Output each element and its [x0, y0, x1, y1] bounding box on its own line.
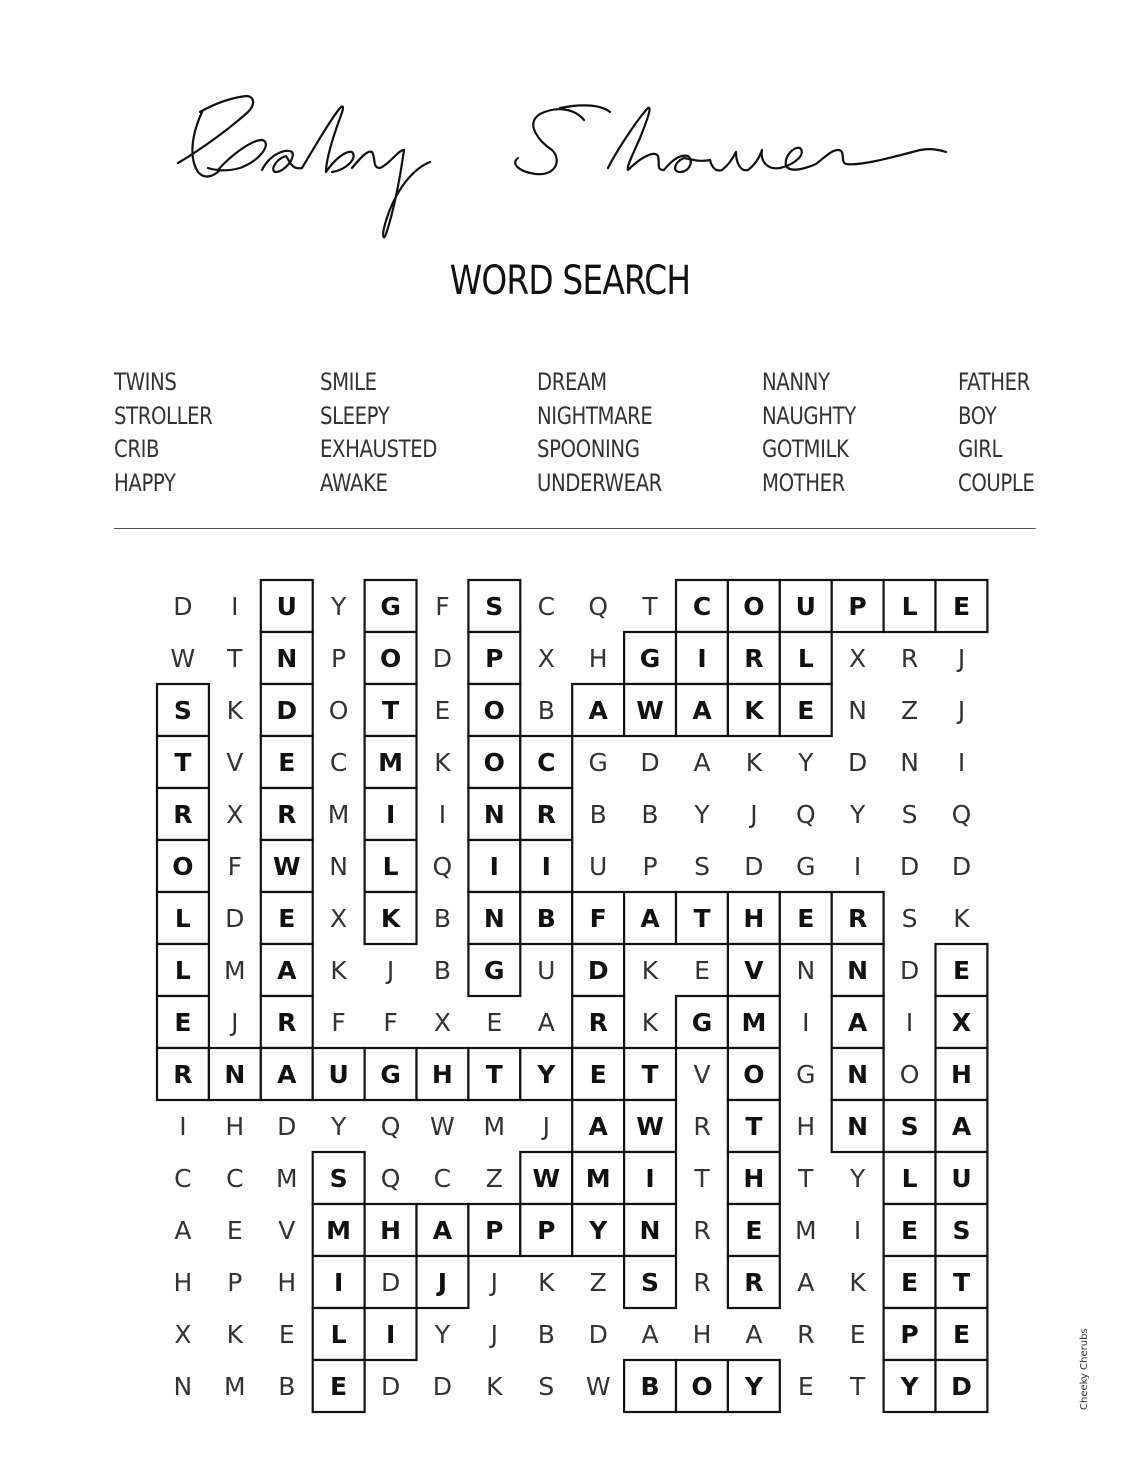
grid-letter: M	[276, 1164, 298, 1193]
grid-letter: V	[278, 1216, 296, 1245]
grid-letter-found: R	[536, 800, 556, 829]
grid-letter-found: N	[276, 644, 298, 673]
grid-letter: C	[433, 1164, 452, 1193]
grid-letter-found: E	[901, 1268, 919, 1297]
grid-letter: Q	[432, 852, 453, 881]
grid-letter: T	[798, 1164, 814, 1193]
grid-letter: X	[174, 1320, 192, 1349]
grid-letter-found: T	[382, 696, 400, 725]
grid-letter-found: J	[437, 1268, 448, 1297]
grid-letter-found: E	[797, 696, 815, 725]
grid-letter-found: C	[692, 592, 712, 621]
grid-letter: H	[796, 1112, 816, 1141]
word-list-item: CRIB	[114, 435, 160, 463]
grid-letter-found: U	[795, 592, 816, 621]
word-list-item: DREAM	[537, 368, 607, 396]
grid-letter: Y	[798, 748, 814, 777]
grid-letter: Q	[380, 1164, 401, 1193]
word-list-item: NAUGHTY	[762, 401, 856, 430]
grid-letter-found: Y	[900, 1372, 919, 1401]
grid-letter-found: V	[744, 956, 764, 985]
grid-letter-found: R	[277, 800, 297, 829]
grid-letter: N	[900, 748, 919, 777]
grid-letter-found: E	[174, 1008, 192, 1037]
grid-letter-found: H	[951, 1060, 972, 1089]
grid-letter: E	[486, 1008, 503, 1037]
grid-letter-found: O	[483, 748, 505, 777]
grid-letter: P	[227, 1268, 243, 1297]
grid-letter-found: X	[951, 1008, 972, 1037]
word-list-item: MOTHER	[762, 468, 845, 497]
credit-text: Cheeky Cherubs	[1079, 1328, 1090, 1410]
grid-letter: N	[173, 1372, 193, 1401]
grid-letter: K	[745, 748, 763, 777]
grid-letter: P	[331, 644, 347, 673]
grid-letter-found: P	[537, 1216, 556, 1245]
grid-letter-found: O	[379, 644, 402, 673]
grid-letter-found: K	[380, 904, 401, 933]
grid-letter: I	[905, 1008, 914, 1037]
grid-letter-found: L	[901, 1164, 918, 1193]
grid-letter-found: S	[640, 1268, 660, 1297]
grid-letter-found: U	[328, 1060, 349, 1089]
grid-letter-found: R	[588, 1008, 608, 1037]
grid-letter-found: L	[330, 1320, 347, 1349]
grid-letter-found: G	[484, 956, 505, 985]
grid-letter-found: F	[589, 904, 607, 933]
grid-letter-found: S	[485, 592, 504, 621]
grid-letter: R	[693, 1268, 711, 1297]
grid-letter-found: L	[174, 904, 191, 933]
grid-letter: R	[797, 1320, 815, 1349]
grid-letter-found: O	[483, 696, 505, 725]
grid-letter: H	[588, 644, 608, 673]
word-list-item: HAPPY	[114, 468, 176, 497]
grid-letter-found: E	[589, 1060, 607, 1089]
grid-letter-found: I	[385, 1320, 396, 1349]
grid-letter-found: O	[172, 852, 194, 881]
grid-letter: B	[433, 956, 451, 985]
grid-letter-found: O	[691, 1372, 713, 1401]
grid-letter: W	[430, 1112, 455, 1141]
grid-letter: U	[589, 852, 608, 881]
grid-letter: G	[588, 748, 608, 777]
grid-letter-found: W	[636, 1112, 664, 1141]
grid-letter: K	[434, 748, 451, 777]
grid-letter: Q	[951, 800, 972, 829]
grid-letter: V	[226, 748, 244, 777]
grid-letter: K	[226, 696, 244, 725]
word-list-item: TWINS	[114, 368, 177, 396]
grid-letter-found: E	[901, 1216, 919, 1245]
grid-letter: Y	[434, 1320, 451, 1349]
grid-letter: D	[640, 748, 660, 777]
grid-letter: E	[278, 1320, 295, 1349]
grid-letter: Z	[901, 696, 919, 725]
word-list-item: SLEEPY	[320, 401, 390, 430]
grid-letter: T	[694, 1164, 710, 1193]
grid-letter: W	[170, 644, 196, 673]
grid-letter: M	[327, 800, 350, 829]
grid-letter-found: I	[645, 1164, 655, 1193]
grid-letter-found: L	[382, 852, 399, 881]
grid-letter-found: M	[741, 1008, 767, 1037]
grid-letter: Q	[380, 1112, 401, 1141]
grid-letter-found: U	[276, 592, 297, 621]
grid-letter: J	[490, 1320, 498, 1349]
grid-letter-found: L	[901, 592, 918, 621]
grid-letter: A	[797, 1268, 815, 1297]
grid-letter: Q	[795, 800, 816, 829]
word-list-item: NANNY	[762, 368, 830, 396]
grid-letter-found: G	[380, 592, 401, 621]
subtitle: WORD SEARCH	[449, 258, 691, 304]
grid-letter: X	[537, 644, 555, 673]
grid-letter: C	[537, 592, 556, 621]
grid-letter: Q	[588, 592, 609, 621]
word-list-item: GIRL	[958, 435, 1003, 463]
grid-letter: A	[745, 1320, 763, 1349]
grid-letter-found: N	[847, 1060, 869, 1089]
word-list-item: AWAKE	[320, 468, 388, 497]
grid-letter: D	[380, 1268, 401, 1297]
grid-letter-found: P	[485, 644, 504, 673]
grid-letter-found: T	[745, 1112, 763, 1141]
grid-letter: Z	[485, 1164, 503, 1193]
word-list-item: COUPLE	[958, 468, 1035, 497]
grid-letter: J	[957, 696, 966, 725]
grid-letter: M	[224, 1372, 246, 1401]
grid-letter: D	[173, 592, 193, 621]
grid-letter-found: R	[277, 1008, 297, 1037]
grid-letter-found: L	[174, 956, 191, 985]
grid-letter: D	[847, 748, 868, 777]
grid-letter-found: N	[483, 904, 505, 933]
grid-letter-found: M	[585, 1164, 611, 1193]
grid-letter-found: E	[952, 1320, 971, 1349]
grid-letter-found: H	[743, 1164, 765, 1193]
grid-letter: B	[278, 1372, 296, 1401]
word-list-item: EXHAUSTED	[320, 435, 438, 463]
grid-letter: K	[330, 956, 347, 985]
grid-letter-found: A	[847, 1008, 868, 1037]
word-list-item: GOTMILK	[762, 435, 849, 463]
grid-letter-found: I	[333, 1268, 344, 1297]
grid-letter: E	[797, 1372, 814, 1401]
grid-letter-found: I	[385, 800, 396, 829]
grid-letter-found: Y	[537, 1060, 556, 1089]
grid-letter-found: T	[641, 1060, 659, 1089]
grid-letter: D	[225, 904, 245, 933]
grid-letter-found: T	[174, 748, 192, 777]
grid-letter: X	[330, 904, 348, 933]
grid-letter-found: M	[378, 748, 404, 777]
word-list-item: SMILE	[320, 368, 377, 396]
grid-letter: K	[641, 1008, 659, 1037]
grid-letter-found: A	[588, 1112, 608, 1141]
grid-letter-found: D	[951, 1372, 972, 1401]
grid-letter: B	[537, 1320, 555, 1349]
grid-letter: N	[329, 852, 348, 881]
grid-letter-found: P	[485, 1216, 504, 1245]
grid-letter-found: W	[636, 696, 664, 725]
grid-letter: S	[901, 904, 918, 933]
grid-letter: S	[538, 1372, 555, 1401]
grid-letter: E	[849, 1320, 866, 1349]
grid-letter-found: P	[848, 592, 867, 621]
grid-letter: C	[226, 1164, 244, 1193]
grid-letter-found: N	[483, 800, 505, 829]
grid-letter: J	[490, 1268, 498, 1297]
grid-letter-found: T	[485, 1060, 503, 1089]
grid-letter: C	[329, 748, 348, 777]
grid-letter-found: D	[276, 696, 298, 725]
word-list-item: UNDERWEAR	[537, 468, 662, 497]
grid-letter: R	[693, 1112, 711, 1141]
grid-letter: Y	[849, 1164, 866, 1193]
grid-letter: H	[277, 1268, 297, 1297]
grid-letter: C	[174, 1164, 192, 1193]
grid-letter-found: S	[173, 696, 192, 725]
grid-letter: I	[231, 592, 239, 621]
grid-letter: I	[438, 800, 447, 829]
grid-letter: W	[585, 1372, 611, 1401]
grid-letter: F	[383, 1008, 398, 1037]
grid-letter: D	[744, 852, 764, 881]
grid-letter: X	[433, 1008, 451, 1037]
grid-letter-found: D	[587, 956, 609, 985]
grid-letter: D	[899, 956, 920, 985]
grid-letter: V	[693, 1060, 711, 1089]
grid-letter-found: K	[744, 696, 764, 725]
grid-letter: O	[328, 696, 349, 725]
grid-letter-found: B	[640, 1372, 660, 1401]
grid-letter-found: I	[541, 852, 551, 881]
grid-letter: D	[432, 644, 453, 673]
grid-letter: E	[434, 696, 451, 725]
grid-letter: U	[537, 956, 556, 985]
grid-letter-found: S	[329, 1164, 348, 1193]
grid-letter-found: S	[900, 1112, 919, 1141]
grid-letter-found: R	[173, 1060, 193, 1089]
grid-letter-found: A	[432, 1216, 453, 1245]
grid-letter-found: M	[326, 1216, 352, 1245]
grid-letter: O	[899, 1060, 920, 1089]
grid-letter-found: Y	[589, 1216, 608, 1245]
grid-letter-found: C	[537, 748, 556, 777]
grid-letter: R	[900, 644, 919, 673]
grid-letter: T	[227, 644, 243, 673]
grid-letter: F	[227, 852, 242, 881]
grid-letter: Y	[330, 592, 347, 621]
grid-letter: S	[901, 800, 918, 829]
grid-letter-found: E	[952, 592, 971, 621]
grid-letter: F	[331, 1008, 346, 1037]
word-list-item: SPOONING	[537, 435, 640, 463]
grid-letter: Y	[849, 800, 866, 829]
grid-letter: H	[692, 1320, 712, 1349]
grid-letter: G	[796, 852, 816, 881]
grid-letter: X	[226, 800, 244, 829]
grid-letter-found: T	[952, 1268, 971, 1297]
grid-letter-found: E	[745, 1216, 763, 1245]
grid-letter-found: G	[380, 1060, 401, 1089]
grid-letter-found: G	[691, 1008, 713, 1037]
grid-letter: K	[953, 904, 970, 933]
grid-letter: S	[694, 852, 710, 881]
grid-letter: D	[277, 1112, 297, 1141]
grid-letter: K	[849, 1268, 866, 1297]
grid-letter-found: N	[847, 1112, 869, 1141]
grid-letter-found: A	[640, 904, 660, 933]
grid-letter-found: O	[743, 592, 765, 621]
grid-letter-found: P	[900, 1320, 919, 1349]
grid-letter: B	[537, 696, 555, 725]
word-list-item: FATHER	[958, 368, 1030, 396]
grid-letter-found: L	[797, 644, 814, 673]
grid-letter-found: N	[847, 956, 869, 985]
grid-letter-found: N	[224, 1060, 246, 1089]
grid-letter-found: A	[277, 1060, 297, 1089]
grid-letter-found: E	[278, 904, 296, 933]
grid-letter-found: E	[278, 748, 296, 777]
grid-letter-found: A	[588, 696, 608, 725]
grid-letter-found: H	[743, 904, 765, 933]
grid-letter: J	[957, 644, 966, 673]
grid-letter: E	[226, 1216, 243, 1245]
grid-letter-found: R	[744, 644, 764, 673]
grid-letter: B	[641, 800, 659, 829]
grid-letter: I	[853, 1216, 862, 1245]
grid-letter-found: B	[536, 904, 556, 933]
grid-letter: A	[693, 748, 711, 777]
grid-letter: D	[380, 1372, 401, 1401]
grid-letter: J	[750, 800, 758, 829]
grid-letter: J	[542, 1112, 550, 1141]
grid-letter-found: H	[431, 1060, 453, 1089]
grid-letter: K	[226, 1320, 244, 1349]
grid-letter-found: I	[697, 644, 707, 673]
grid-letter: D	[588, 1320, 608, 1349]
grid-letter-found: W	[273, 852, 301, 881]
word-list-item: STROLLER	[114, 401, 213, 430]
grid-letter-found: S	[952, 1216, 971, 1245]
grid-letter: K	[538, 1268, 555, 1297]
word-list-item: NIGHTMARE	[537, 401, 653, 430]
grid-letter-found: G	[639, 644, 661, 673]
grid-letter-found: R	[847, 904, 868, 933]
grid-letter: J	[386, 956, 395, 985]
grid-letter-found: E	[797, 904, 815, 933]
grid-letter: I	[179, 1112, 187, 1141]
grid-letter: I	[957, 748, 966, 777]
grid-letter: D	[899, 852, 920, 881]
grid-letter: Z	[589, 1268, 607, 1297]
grid-letter-found: R	[744, 1268, 764, 1297]
grid-letter: A	[174, 1216, 192, 1245]
grid-letter: K	[641, 956, 659, 985]
grid-letter: A	[537, 1008, 555, 1037]
grid-letter: D	[951, 852, 972, 881]
grid-letter-found: Y	[744, 1372, 763, 1401]
grid-letter: I	[802, 1008, 810, 1037]
grid-letter: I	[853, 852, 862, 881]
grid-letter-found: A	[277, 956, 297, 985]
grid-letter: B	[589, 800, 607, 829]
grid-letter: M	[224, 956, 246, 985]
grid-letter-found: E	[952, 956, 971, 985]
grid-letter-found: E	[330, 1372, 348, 1401]
grid-letter: Y	[694, 800, 710, 829]
grid-letter: T	[849, 1372, 866, 1401]
grid-letter: H	[225, 1112, 245, 1141]
grid-letter-found: U	[951, 1164, 972, 1193]
grid-letter-found: T	[693, 904, 711, 933]
grid-letter: M	[795, 1216, 817, 1245]
grid-letter: N	[796, 956, 816, 985]
grid-letter: M	[483, 1112, 506, 1141]
grid-letter-found: A	[692, 696, 712, 725]
grid-letter: A	[641, 1320, 659, 1349]
grid-letter: H	[173, 1268, 193, 1297]
grid-letter: E	[694, 956, 710, 985]
grid-letter-found: N	[639, 1216, 661, 1245]
grid-letter-found: A	[951, 1112, 972, 1141]
grid-letter-found: W	[532, 1164, 561, 1193]
grid-letter-found: H	[380, 1216, 402, 1245]
grid-letter-found: I	[489, 852, 499, 881]
grid-letter: R	[693, 1216, 711, 1245]
grid-letter: B	[433, 904, 451, 933]
grid-letter-found: R	[173, 800, 193, 829]
grid-letter: X	[849, 644, 867, 673]
grid-letter: G	[796, 1060, 816, 1089]
grid-letter: P	[642, 852, 658, 881]
grid-letter: T	[642, 592, 658, 621]
grid-letter: F	[435, 592, 450, 621]
grid-letter: K	[486, 1372, 503, 1401]
grid-letter: D	[432, 1372, 453, 1401]
grid-letter: Y	[330, 1112, 347, 1141]
grid-letter-found: O	[743, 1060, 765, 1089]
grid-letter: J	[231, 1008, 239, 1037]
grid-letter: N	[848, 696, 867, 725]
word-list-item: BOY	[958, 401, 997, 430]
